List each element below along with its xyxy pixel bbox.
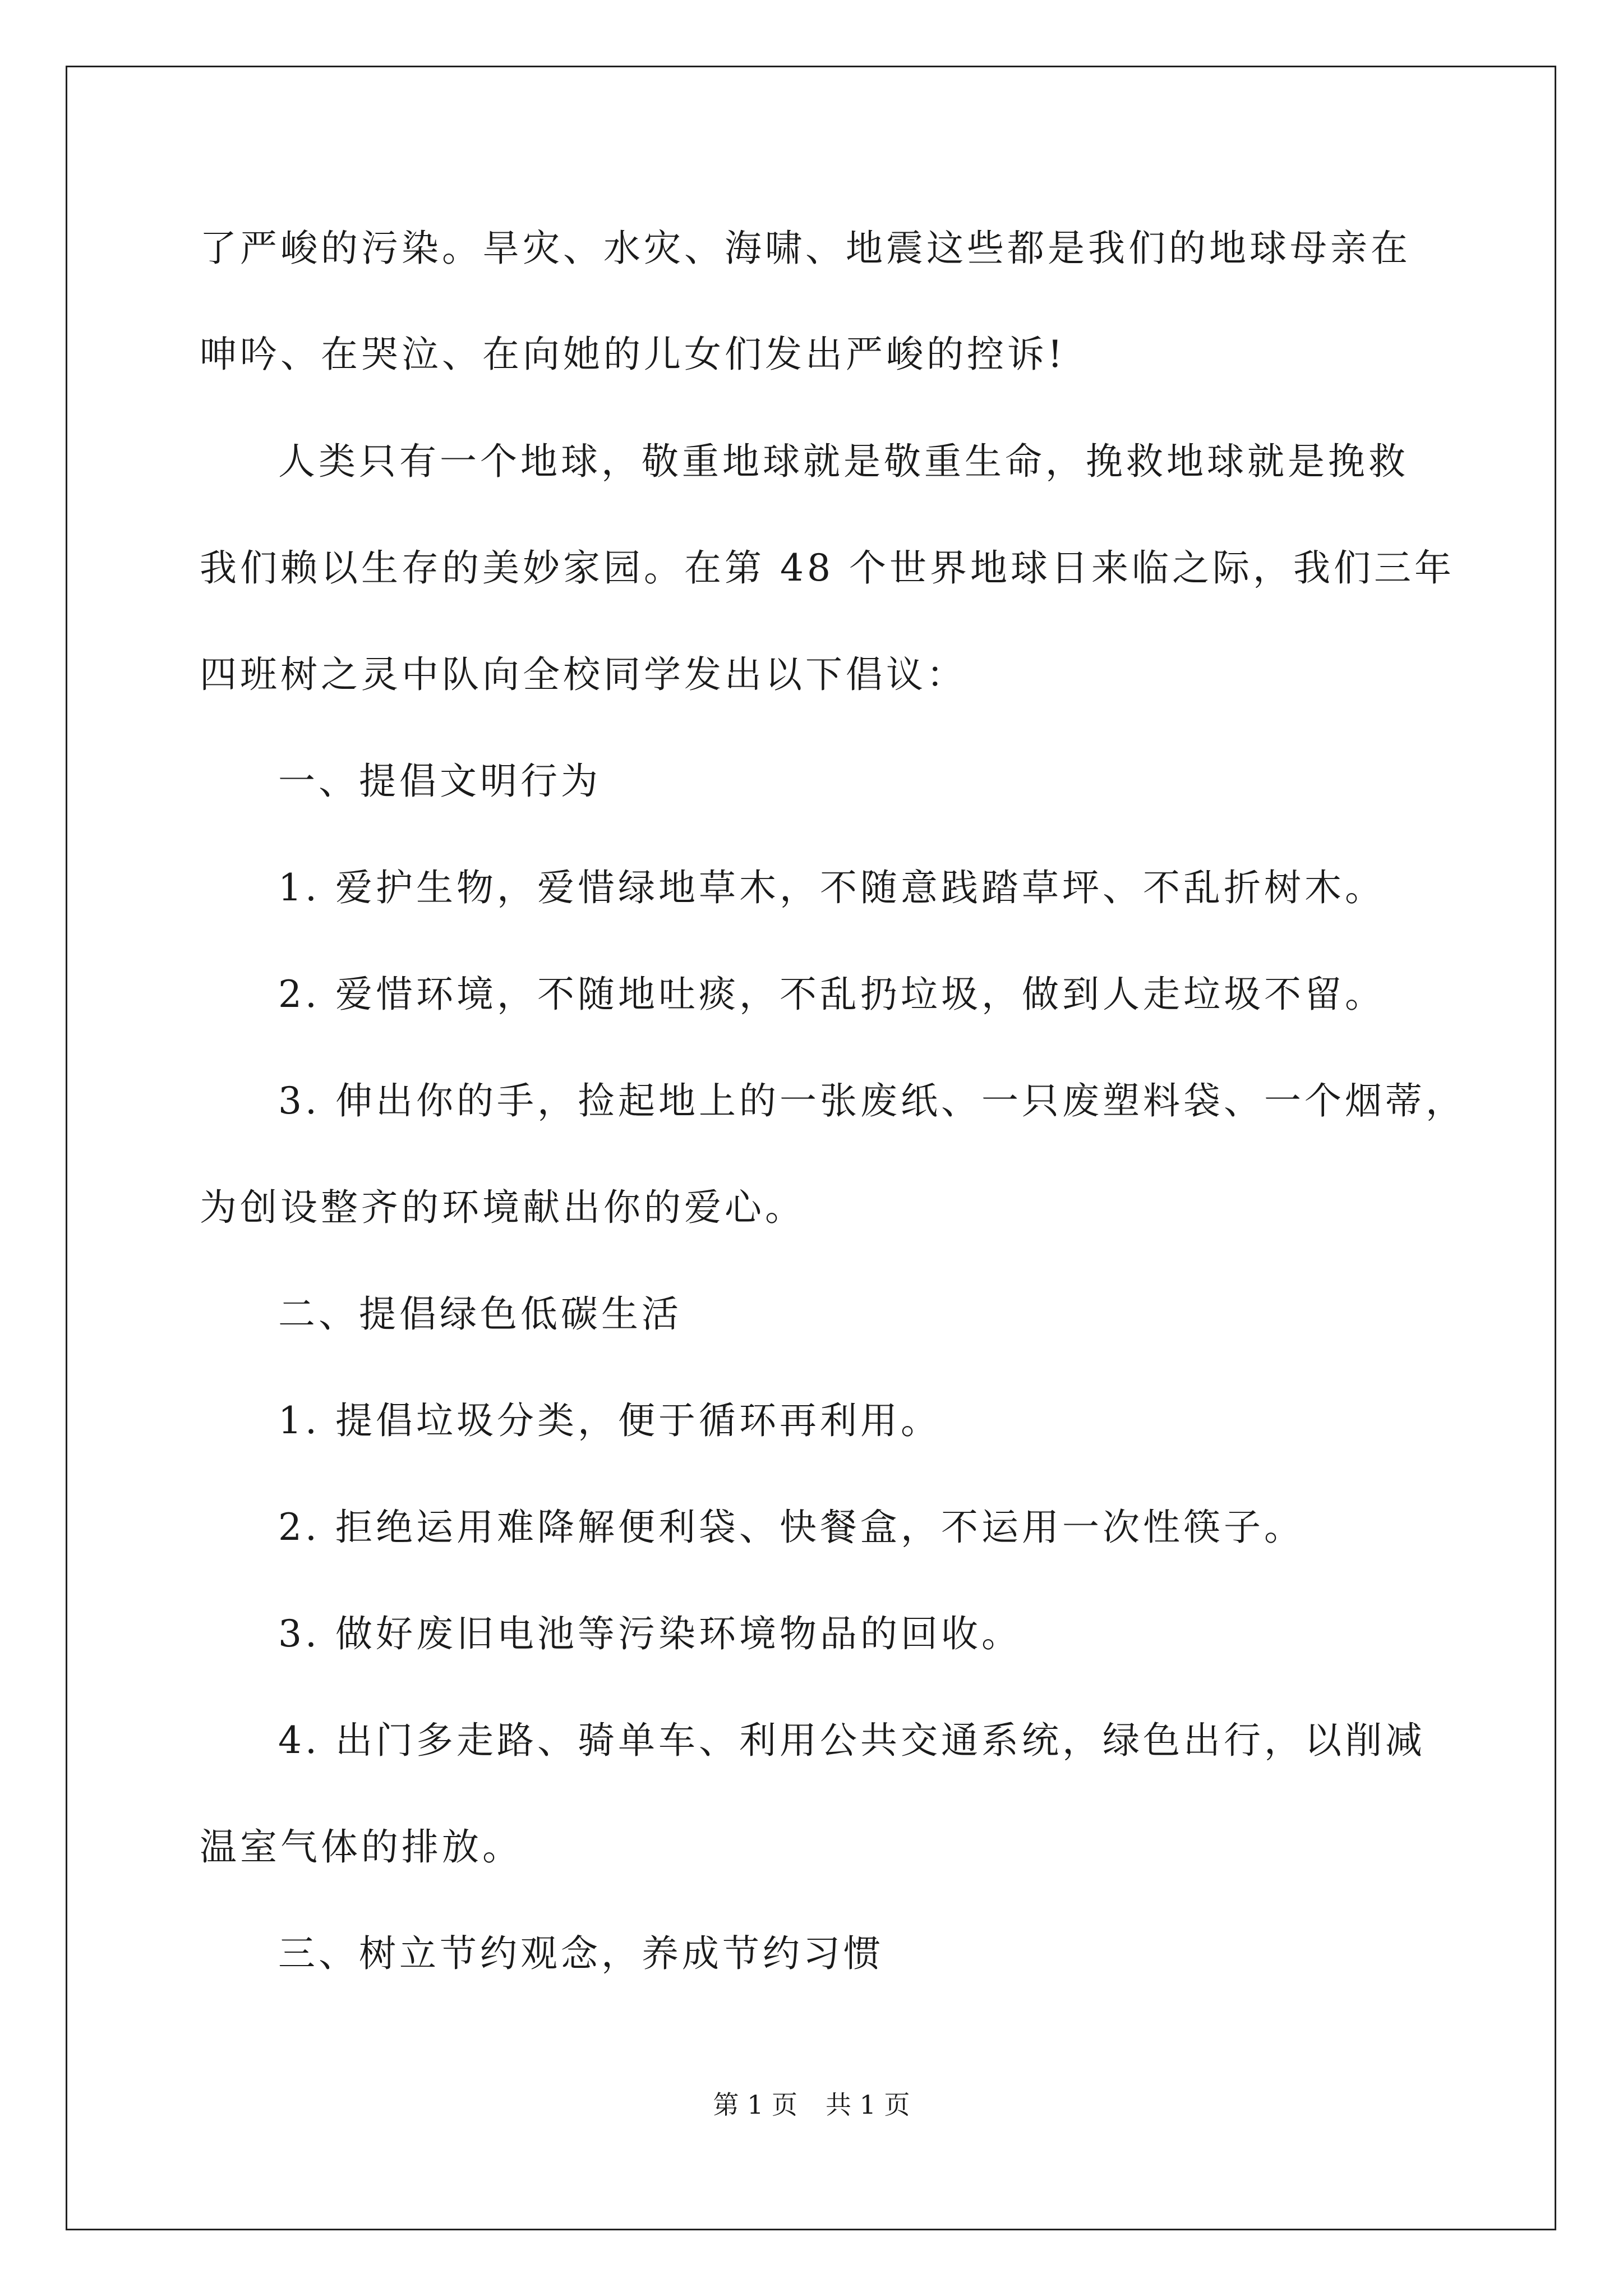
paragraph-line: 我们赖以生存的美妙家园。在第 48 个世界地球日来临之际，我们三年: [200, 546, 1455, 590]
paragraph-line: 为创设整齐的环境献出你的爱心。: [200, 1186, 805, 1229]
section-heading: 二、提倡绿色低碳生活: [278, 1292, 682, 1336]
section-heading: 一、提倡文明行为: [278, 760, 601, 803]
section-heading: 三、树立节约观念，养成节约习惯: [278, 1932, 884, 1975]
list-item: 2. 爱惜环境，不随地吐痰，不乱扔垃圾，做到人走垃圾不留。: [278, 973, 1385, 1016]
paragraph-line: 温室气体的排放。: [200, 1825, 523, 1869]
page-footer: [0, 2088, 1623, 2122]
list-item: 2. 拒绝运用难降解便利袋、快餐盒，不运用一次性筷子。: [278, 1506, 1304, 1549]
list-item: 1. 爱护生物，爱惜绿地草木，不随意践踏草坪、不乱折树木。: [278, 866, 1385, 909]
paragraph-line: 人类只有一个地球，敬重地球就是敬重生命，挽救地球就是挽救: [278, 440, 1409, 483]
page-border: [66, 66, 1556, 2230]
list-item: 3. 做好废旧电池等污染环境物品的回收。: [278, 1612, 1022, 1655]
page-number-total: 共 1 页: [826, 2090, 910, 2120]
paragraph-line: 四班树之灵中队向全校同学发出以下倡议：: [200, 653, 967, 696]
paragraph-line: 呻吟、在哭泣、在向她的儿女们发出严峻的控诉!: [200, 333, 1066, 376]
paragraph-line: 了严峻的污染。旱灾、水灾、海啸、地震这些都是我们的地球母亲在: [200, 227, 1411, 270]
list-item: 3. 伸出你的手，捡起地上的一张废纸、一只废塑料袋、一个烟蒂，: [278, 1079, 1466, 1122]
list-item: 1. 提倡垃圾分类，便于循环再利用。: [278, 1399, 941, 1442]
page-number-current: 第 1 页: [713, 2090, 797, 2120]
list-item: 4. 出门多走路、骑单车、利用公共交通系统，绿色出行，以削减: [278, 1719, 1426, 1762]
